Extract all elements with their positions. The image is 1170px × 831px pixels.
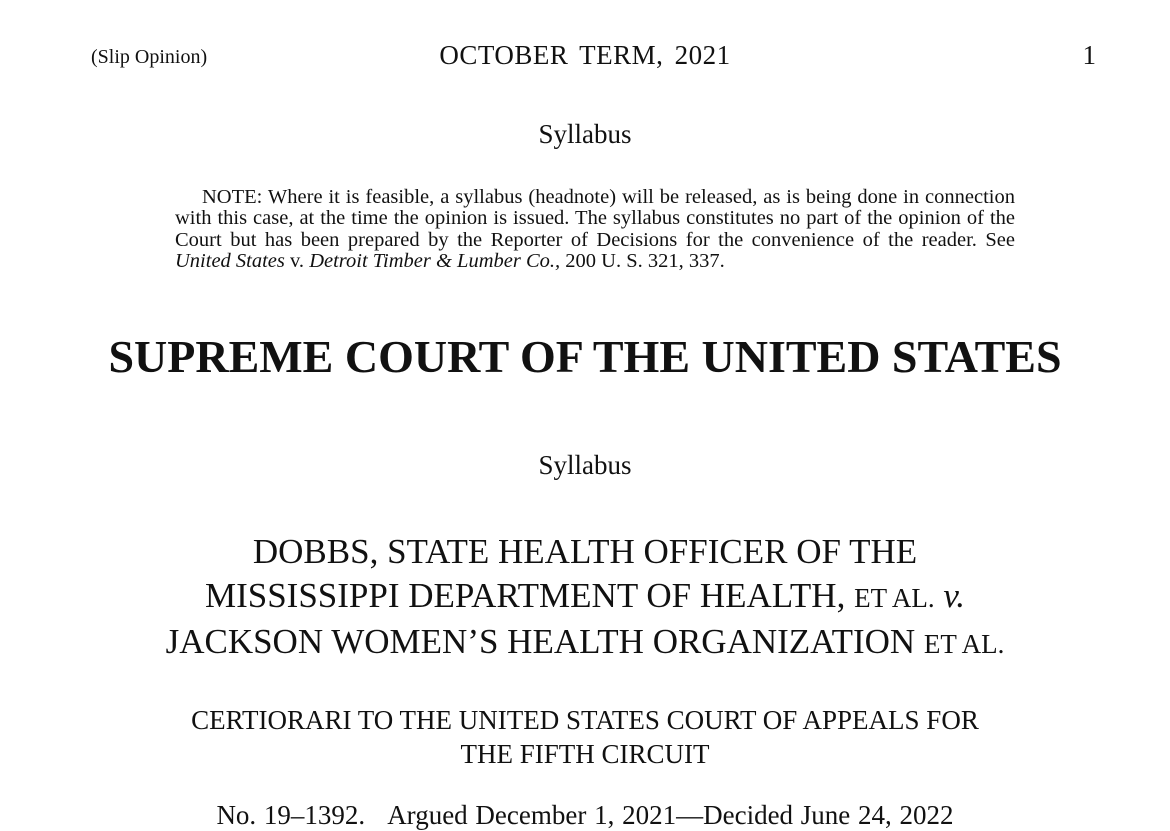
note-text: NOTE: Where it is feasible, a syllabus (headnote) will be released, as is being done in connection with this case, at the time the opinion is issued. The syllabus constitutes no part of the opinion of the Court but has been prepared by the Reporter of Decisions for the convenience of the reader. See bbox=[175, 186, 1015, 251]
headnote-note bbox=[175, 187, 1015, 272]
court-name: SUPREME COURT OF THE UNITED STATES bbox=[108, 331, 1062, 382]
page-number: 1 bbox=[1082, 40, 1096, 70]
note-case-party2: Detroit Timber & Lumber Co., bbox=[309, 249, 561, 272]
slip-opinion-label: (Slip Opinion) bbox=[91, 46, 208, 68]
caption-et-al-1: ET AL. bbox=[854, 583, 935, 613]
caption-line-3 bbox=[0, 620, 1170, 666]
syllabus-heading: Syllabus bbox=[538, 450, 632, 480]
caption-line-2 bbox=[0, 574, 1170, 620]
page-header bbox=[0, 40, 1170, 74]
docket-number: No. 19–1392. bbox=[216, 800, 366, 830]
docket-dates: Argued December 1, 2021—Decided June 24, 2022 bbox=[387, 800, 954, 830]
caption-versus: v. bbox=[943, 576, 966, 615]
term-heading: OCTOBER TERM, 2021 bbox=[439, 40, 731, 70]
certiorari-heading bbox=[0, 703, 1170, 771]
certiorari-line-2: THE FIFTH CIRCUIT bbox=[460, 739, 710, 769]
docket-line bbox=[0, 800, 1170, 831]
caption-line-2-text: MISSISSIPPI DEPARTMENT OF HEALTH, bbox=[204, 576, 846, 615]
caption-line-1: DOBBS, STATE HEALTH OFFICER OF THE bbox=[252, 532, 918, 571]
note-case-v: v. bbox=[290, 249, 305, 272]
syllabus-label-top: Syllabus bbox=[538, 119, 632, 149]
note-citation: 200 U. S. 321, 337. bbox=[565, 249, 725, 272]
certiorari-line-1: CERTIORARI TO THE UNITED STATES COURT OF APPEALS FOR bbox=[191, 705, 979, 735]
caption-line-3-text: JACKSON WOMEN’S HEALTH ORGANIZATION bbox=[165, 622, 916, 661]
case-caption bbox=[0, 530, 1170, 666]
note-case-party1: United States bbox=[175, 249, 285, 272]
caption-et-al-2: ET AL. bbox=[923, 629, 1005, 659]
